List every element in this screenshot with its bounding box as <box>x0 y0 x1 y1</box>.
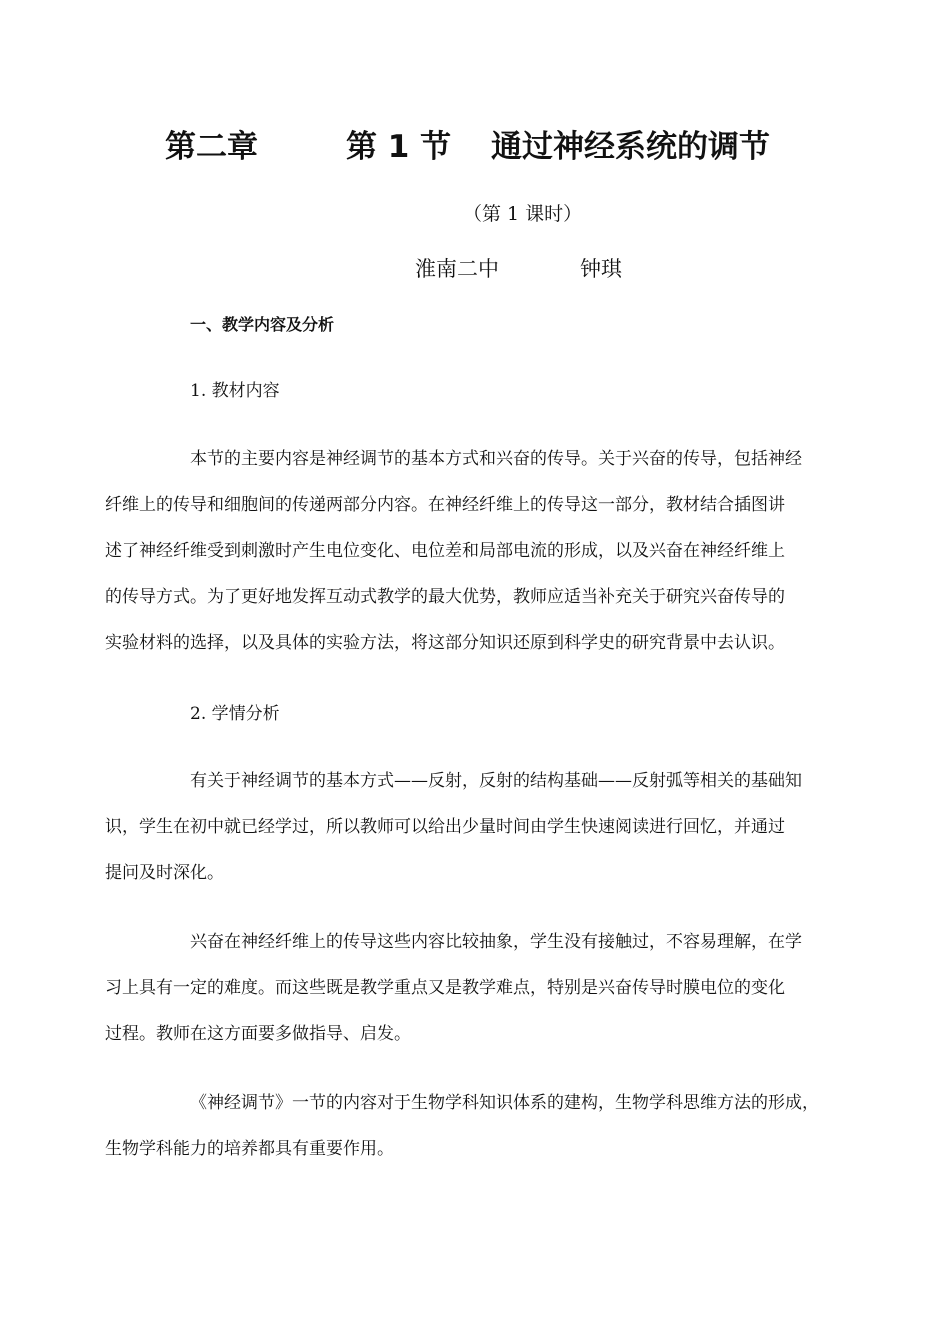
section-heading: 一、教学内容及分析 <box>190 315 335 334</box>
subsection-heading-textbook: 1. 教材内容 <box>190 381 280 401</box>
title-section: 第 1 节 <box>346 129 452 165</box>
document-title <box>0 124 950 170</box>
paragraph-line: 过程。教师在这方面要多做指导、启发。 <box>105 1024 411 1044</box>
author-name: 钟琪 <box>580 257 622 281</box>
paragraph-line: 提问及时深化。 <box>105 863 224 883</box>
paragraph-line: 实验材料的选择，以及具体的实验方法，将这部分知识还原到科学史的研究背景中去认识。 <box>105 633 785 653</box>
paragraph-line: 习上具有一定的难度。而这些既是教学重点又是教学难点，特别是兴奋传导时膜电位的变化 <box>105 978 785 998</box>
paragraph-line: 有关于神经调节的基本方式——反射，反射的结构基础——反射弧等相关的基础知 <box>190 771 802 791</box>
title-chapter: 第二章 <box>165 129 258 165</box>
paragraph-line: 本节的主要内容是神经调节的基本方式和兴奋的传导。关于兴奋的传导，包括神经 <box>190 449 802 469</box>
author-line <box>0 254 950 284</box>
paragraph-line: 生物学科能力的培养都具有重要作用。 <box>105 1139 394 1159</box>
paragraph-line: 识，学生在初中就已经学过，所以教师可以给出少量时间由学生快速阅读进行回忆，并通过 <box>105 817 785 837</box>
paragraph-line: 的传导方式。为了更好地发挥互动式教学的最大优势，教师应适当补充关于研究兴奋传导的 <box>105 587 785 607</box>
paragraph-line: 纤维上的传导和细胞间的传递两部分内容。在神经纤维上的传导这一部分，教材结合插图讲 <box>105 495 785 515</box>
title-topic: 通过神经系统的调节 <box>491 129 770 165</box>
lesson-period: （第 1 课时） <box>463 203 583 225</box>
subsection-heading-students: 2. 学情分析 <box>190 704 280 724</box>
paragraph-line: 述了神经纤维受到刺激时产生电位变化、电位差和局部电流的形成，以及兴奋在神经纤维上 <box>105 541 785 561</box>
author-school: 淮南二中 <box>415 257 499 281</box>
paragraph-line: 《神经调节》一节的内容对于生物学科知识体系的建构，生物学科思维方法的形成， <box>190 1093 819 1113</box>
paragraph-line: 兴奋在神经纤维上的传导这些内容比较抽象，学生没有接触过，不容易理解，在学 <box>190 932 802 952</box>
